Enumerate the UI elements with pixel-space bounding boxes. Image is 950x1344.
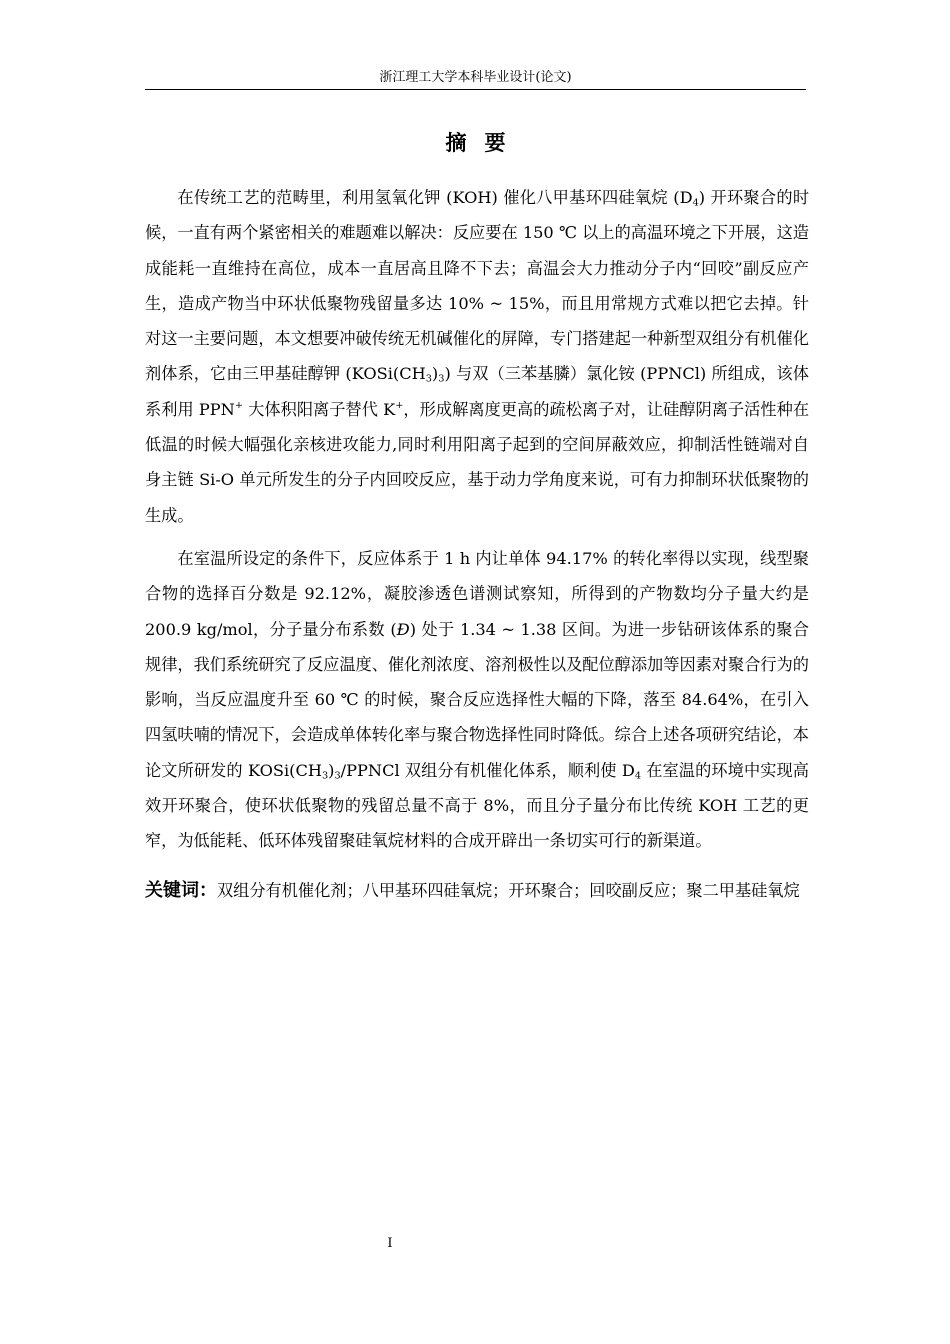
text-run: ) 开环聚合的时候，一直有两个紧密相关的难题难以解决：反应要在 150 ℃ 以上的高温环境之下开展，这造成能耗一直维持在高位，成本一直居高且降不下去；高温会大力推动分子内“回咬”副反应产生，造成产物当中环状低聚物残留量多达 10% ~ 15%，而且用常规方式难以把它去掉。针对这一主要问题，本文想要冲破传统无机碱催化的屏障，专门搭建起一种新型双组分有机催化剂体系，它由三甲基硅醇钾 (KOSi(CH <box>145 188 810 384</box>
text-run: ) 处于 1.34 ~ 1.38 区间。为进一步钻研该体系的聚合规律，我们系统研究了反应温度、催化剂浓度、溶剂极性以及配位醇添加等因素对聚合行为的影响，当反应温度升至 60 ℃ 的时候，聚合反应选择性大幅的下降，落至 84.64%，在引入四氢呋喃的情况下，会造成单体转化率与聚合物选择性同时降低。综合上述各项研究结论，本论文所研发的 KOSi(CH <box>145 619 809 780</box>
abstract-body <box>145 180 809 914</box>
subscript: 4 <box>634 770 641 782</box>
subscript: 4 <box>692 197 699 209</box>
text-run: ，形成解离度更高的疏松离子对，让硅醇阴离子活性种在低温的时候大幅强化亲核进攻能力,同时利用阳离子起到的空间屏蔽效应，抑制活性链端对自身主链 Si-O 单元所发生的分子内回咬反应，基于动力学角度来说，可有力抑制环状低聚物的生成。 <box>145 399 810 525</box>
subscript: 3 <box>334 770 341 782</box>
text-run: 在室温的环境中实现高效开环聚合，使环状低聚物的残留总量不高于 8%，而且分子量分布比传统 KOH 工艺的更窄，为低能耗、低环体残留聚硅氧烷材料的合成开辟出一条切实可行的新渠道。 <box>145 760 809 851</box>
superscript: + <box>234 399 243 411</box>
subscript: 3 <box>321 770 329 782</box>
page-number: I <box>387 1236 393 1251</box>
dispersity-symbol: Đ <box>396 619 410 639</box>
text-run: 在室温所设定的条件下，反应体系于 1 h 内让单体 94.17% 的转化率得以实现，线型聚合物的选择百分数是 92.12%，凝胶渗透色谱测试察知，所得到的产物数均分子量大约是 200.9 kg/mol，分子量分布系数 ( <box>145 548 809 639</box>
keywords <box>145 867 809 914</box>
text-run: ) <box>431 364 439 384</box>
text-run: 大体积阳离子替代 K <box>242 399 396 419</box>
keywords-label: 关键词： <box>145 879 217 901</box>
text-run: /PPNCl 双组分有机催化体系，顺利使 D <box>340 760 635 780</box>
page-title: 摘要 <box>445 130 524 155</box>
subscript: 3 <box>438 373 445 385</box>
text-run: ) <box>328 760 335 780</box>
keywords-text: 双组分有机催化剂；八甲基环四硅氧烷；开环聚合；回咬副反应；聚二甲基硅氧烷 <box>217 880 800 900</box>
text-run: ) 与双（三苯基膦）氯化铵 (PPNCl) 所组成，该体系利用 PPN <box>145 364 809 419</box>
abstract-paragraph-2 <box>145 541 809 859</box>
abstract-paragraph-1 <box>145 180 809 533</box>
superscript: + <box>395 399 404 411</box>
page-header: 浙江理工大学本科毕业设计(论文) <box>145 70 806 90</box>
subscript: 3 <box>425 373 432 385</box>
text-run: 在传统工艺的范畴里，利用氢氧化钾 (KOH) 催化八甲基环四硅氧烷 (D <box>177 188 693 207</box>
